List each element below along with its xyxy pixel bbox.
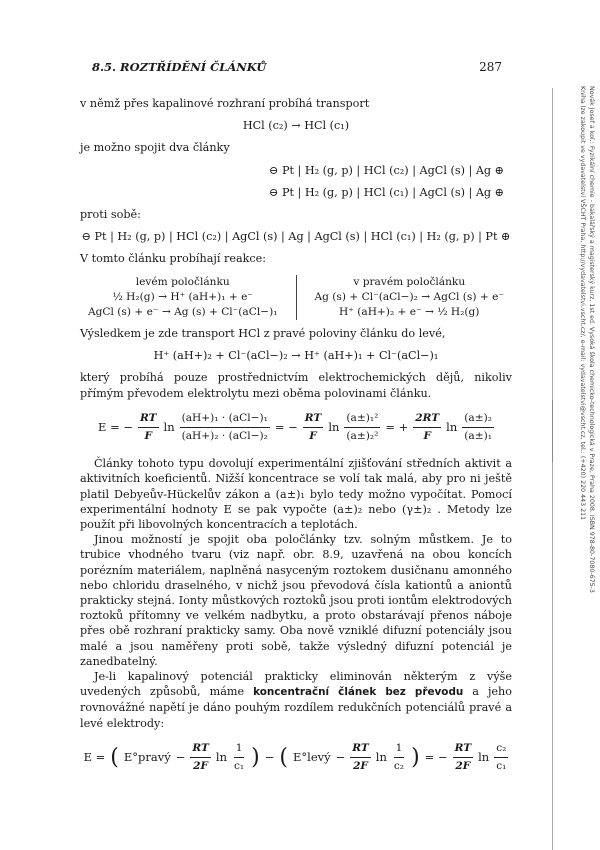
left-heading: levém poločlánku [135,275,230,288]
paragraph: je možno spojit dva články [80,141,230,155]
page-body [80,96,512,786]
fraction-activities-3: (a±)₂ (a±)₁ [464,411,492,443]
paragraph: v němž přes kapalinové rozhraní probíhá transport [80,97,370,110]
emf-lhs: E = − [98,419,133,434]
fraction-rt-f: $\frac{RT}{F}$ [140,411,157,443]
sidebar-citation [564,86,596,606]
key-term: koncentrační článek bez převodu [253,686,464,699]
emf-equation: E = − $\frac{RT}{F}$ ln (aH+)₁ · (aCl−)₁ (aH+)₂ · (aCl−)₂ = − $\frac{RT}{F}$ ln $\frac{\text{(a±)₁²}}{\text{(a±)₂²}}$ = + $\frac{2RT}{F}$ ln (a±)₂ (a±)₁ [80,411,512,444]
equation-result: H⁺ (aH+)₂ + Cl⁻(aCl−)₂ → H⁺ (aH+)₁ + Cl⁻(aCl−)₁ [153,349,439,363]
page-number: 287 [479,60,502,74]
fraction-activities-2: $\frac{\text{(a±)₁²}}{\text{(a±)₂²}}$ [346,411,379,443]
paragraph: Jinou možností je spojit oba poločlánky tzv. solným můstkem. Je to trubice vhodného tvaru (viz např. obr. 8.9, uzavřená na obou koncích porézním materiálem, naplněná nasyceným roztokem dusičnanu amonného nebo chloridu draselného, v nichž jsou převodová čísla kationtů a aniontů prakticky stejná. Ionty můstkových roztoků jsou proti iontům elektrodových roztoků přítomny ve velkém nadbytku, a proto obstarávají přenos náboje přes obě rozhraní prakticky samy. Oba nově vzniklé difuzní potenciály jsou malé a jsou naměřeny proti sobě, takže výsledný difuzní potenciál je zanedbatelný. [80,533,512,668]
right-reaction-1: Ag (s) + Cl⁻(aCl−)₂ → AgCl (s) + e⁻ [314,291,504,304]
paragraph: V tomto článku probíhají reakce: [80,252,267,266]
citation-line-1: Novák Josef a kol.: Fyzikální chemie - bakalářský a magisterský kurz. 1st ed. Vysoká škola chemicko-technologická v Praze, Praha 2008. ISBN 978-80-7080-675-3 [588,86,595,593]
reaction-table [80,275,512,320]
paragraph: proti sobě: [80,208,141,222]
cell-scheme-combined: ⊖ Pt | H₂ (g, p) | HCl (c₂) | AgCl (s) | Ag | AgCl (s) | HCl (c₁) | H₂ (g, p) | Pt ⊕ [81,230,511,244]
left-reaction-2: AgCl (s) + e⁻ → Ag (s) + Cl⁻(aCl−)₁ [88,306,278,319]
paragraph: Je-li kapalinový potenciál prakticky eliminován některým z výše uvedených způsobů, máme koncentrační článek bez převodu a jeho rovnovážné napětí je dáno pouhým rozdílem redukčních potenciálů pravé a levé elektrody: [80,670,512,730]
paragraph: Články tohoto typu dovolují experimentální zjišťování středních aktivit a aktivitních koeficientů. Nižší koncentrace se volí tak malá, aby pro ni ještě platil Debyeův-Hückelův zákon a (a±)₁ bylo tedy možno vypočítat. Pomocí experimentální hodnoty E se pak vypočte (a±)₂ nebo (γ±)₂ . Metody lze použít při libovolných koncentracích a teplotách. [80,457,512,532]
fraction-rt-f: $\frac{RT}{F}$ [304,411,322,443]
margin-rule [552,88,553,850]
fraction-2rt-f: $\frac{2RT}{F}$ [415,411,440,443]
final-equation: E = ( E°pravý − $\frac{RT}{2F}$ ln 1 c₁ ) − ( E°levý − $\frac{RT}{2F}$ ln 1 c₂ ) = − $\frac{RT}{2F}$ ln c₂ c₁ [83,741,507,773]
equation-transport: HCl (c₂) → HCl (c₁) [242,119,350,133]
paragraph: Výsledkem je zde transport HCl z pravé poloviny článku do levé, [80,327,446,341]
paragraph: který probíhá pouze prostřednictvím elektrochemických dějů, nikoliv přímým převodem elektrolytu mezi oběma polovinami článku. [80,371,512,400]
margin-rule-accent [552,400,553,462]
left-half-cell [80,275,297,320]
cell-scheme-1: ⊖ Pt | H₂ (g, p) | HCl (c₂) | AgCl (s) | Ag ⊕ [269,163,504,177]
right-half-cell [297,275,513,320]
right-reaction-2: H⁺ (aH+)₂ + e⁻ → ½ H₂(g) [339,306,480,319]
fraction-activities-1: (aH+)₁ · (aCl−)₁ (aH+)₂ · (aCl−)₂ [181,411,268,443]
citation-line-2: Kniha lze zakoupit ve vydavatelství VŠCHT Praha, http://vydavatelstvi.vscht.cz/, e-mail: vydavatelstvi@vscht.cz, tel.: (+420) 220 443 211 [579,86,586,521]
cell-scheme-2: ⊖ Pt | H₂ (g, p) | HCl (c₁) | AgCl (s) | Ag ⊕ [269,185,504,199]
right-heading: v pravém poločlánku [353,275,466,288]
section-title: 8.5. ROZTŘÍDĚNÍ ČLÁNKŮ [92,60,267,74]
left-reaction-1: ½ H₂(g) → H⁺ (aH+)₁ + e⁻ [112,291,253,304]
